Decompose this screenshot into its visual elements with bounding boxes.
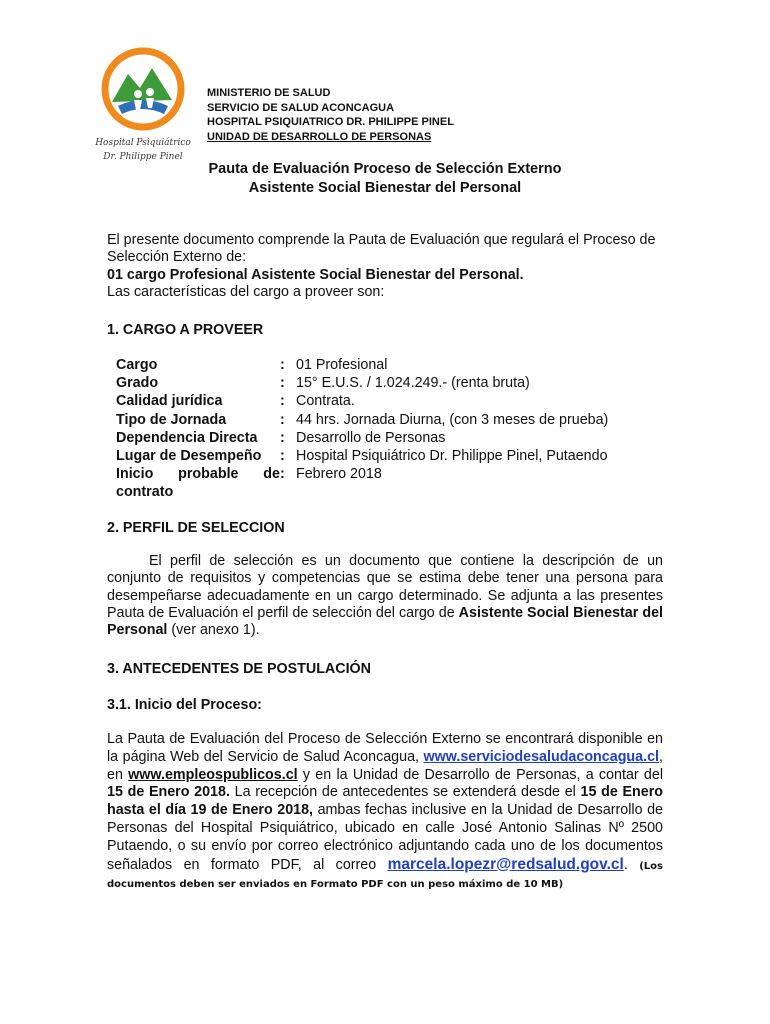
date-range: 15 de Enero hasta el día 19 de Enero 2018,: [107, 784, 663, 819]
table-row: [116, 465, 656, 483]
process-text: , en: [107, 748, 663, 783]
intro-section: [107, 232, 663, 301]
process-paragraph: [107, 731, 663, 894]
email-link[interactable]: marcela.lopezr@redsalud.gov.cl: [387, 855, 624, 873]
row-label-continued: contrato: [116, 484, 174, 501]
row-label: Grado: [116, 375, 159, 392]
row-label: Dependencia Directa: [116, 429, 258, 446]
row-value: 15° E.U.S. / 1.024.249.- (renta bruta): [296, 375, 530, 392]
table-row: [116, 429, 656, 447]
row-label: Inicio probable de: [116, 466, 280, 483]
profile-tail: (ver anexo 1).: [167, 622, 260, 639]
profile-paragraph: [107, 553, 663, 639]
row-value: 01 Profesional: [296, 357, 388, 373]
row-label: Cargo: [116, 357, 158, 373]
table-row: [116, 392, 656, 410]
process-text: y en la Unidad de Desarrollo de Personas, a contar del: [297, 766, 663, 783]
table-row: [116, 483, 656, 501]
section3-heading: 3. ANTECEDENTES DE POSTULACIÓN: [107, 661, 371, 677]
row-colon: :: [280, 357, 285, 373]
profile-position: Asistente Social Bienestar del Personal: [107, 604, 663, 639]
format-note: (Los documentos deben ser enviados en Formato PDF con un peso máximo de 10 MB): [107, 860, 663, 891]
process-text: ambas fechas inclusive en la Unidad de Desarrollo de Personas del Hospital Psiquiátrico, ubicado en calle José Antonio Salinas Nº 2500 Putaendo, o su envío por correo electrónico adjuntando cada uno de los documentos señalados en formato PDF, al correo: [107, 802, 663, 873]
section2-heading: 2. PERFIL DE SELECCION: [107, 520, 285, 536]
table-row: [116, 447, 656, 465]
row-label: Lugar de Desempeño: [116, 448, 262, 465]
title-line2: Asistente Social Bienestar del Personal: [248, 179, 522, 196]
table-row: [116, 411, 656, 429]
start-date: 15 de Enero 2018.: [107, 784, 230, 801]
row-value: Hospital Psiquiátrico Dr. Philippe Pinel, Putaendo: [296, 448, 608, 465]
row-colon: :: [280, 466, 285, 483]
document-title: [0, 160, 770, 197]
table-row: [116, 374, 656, 392]
position-details-table: [116, 356, 656, 502]
row-colon: :: [280, 375, 285, 392]
title-line1: Pauta de Evaluación Proceso de Selección Externo: [208, 161, 562, 177]
section3-subheading: 3.1. Inicio del Proceso:: [107, 697, 262, 713]
hospital-emblem-icon: [98, 44, 188, 134]
org-line-ministry: MINISTERIO DE SALUD: [207, 87, 331, 99]
intro-characteristics: Las características del cargo a proveer son:: [107, 283, 385, 300]
section1-heading: 1. CARGO A PROVEER: [107, 322, 264, 338]
table-row: [116, 356, 656, 374]
org-line-hospital: HOSPITAL PSIQUIATRICO DR. PHILIPPE PINEL: [207, 116, 454, 128]
process-text: La Pauta de Evaluación del Proceso de Selección Externo se encontrará disponible en la página Web del Servicio de Salud Aconcagua,: [107, 731, 663, 765]
process-text: .: [623, 856, 640, 873]
row-value: Desarrollo de Personas: [296, 429, 446, 446]
section3-body: [107, 731, 663, 894]
organization-header: [207, 86, 454, 144]
process-text: La recepción de antecedentes se extenderá desde el: [229, 784, 581, 801]
row-value: Febrero 2018: [296, 466, 382, 483]
row-colon: :: [280, 393, 285, 410]
org-line-service: SERVICIO DE SALUD ACONCAGUA: [207, 101, 395, 114]
row-colon: :: [280, 448, 285, 465]
row-label: Calidad jurídica: [116, 393, 223, 410]
logo-caption-line2: Dr. Philippe Pinel: [103, 152, 183, 162]
intro-position: 01 cargo Profesional Asistente Social Bienestar del Personal.: [107, 266, 524, 283]
empleos-publicos-link[interactable]: www.empleospublicos.cl: [128, 766, 298, 783]
intro-paragraph: El presente documento comprende la Pauta de Evaluación que regulará el Proceso de Selección Externo de:: [107, 232, 656, 266]
row-value: Contrata.: [296, 393, 355, 410]
logo-caption-line1: Hospital Psiquiátrico: [95, 138, 191, 148]
row-label: Tipo de Jornada: [116, 411, 227, 428]
hospital-logo: [88, 44, 198, 174]
org-line-unit: UNIDAD DE DESARROLLO DE PERSONAS: [207, 130, 432, 143]
row-value: 44 hrs. Jornada Diurna, (con 3 meses de prueba): [296, 411, 609, 428]
servicio-salud-link[interactable]: www.serviciodesaludaconcagua.cl: [423, 748, 660, 765]
profile-text: El perfil de selección es un documento que contiene la descripción de un conjunto de requisitos y competencias que se estima debe tener una persona para desempeñarse adecuadamente en un cargo determinado. Se adjunta a las presentes Pauta de Evaluación el perfil de selección del cargo de: [107, 553, 663, 621]
row-colon: :: [280, 411, 285, 428]
row-colon: :: [280, 429, 285, 446]
section2-body: [107, 553, 663, 639]
